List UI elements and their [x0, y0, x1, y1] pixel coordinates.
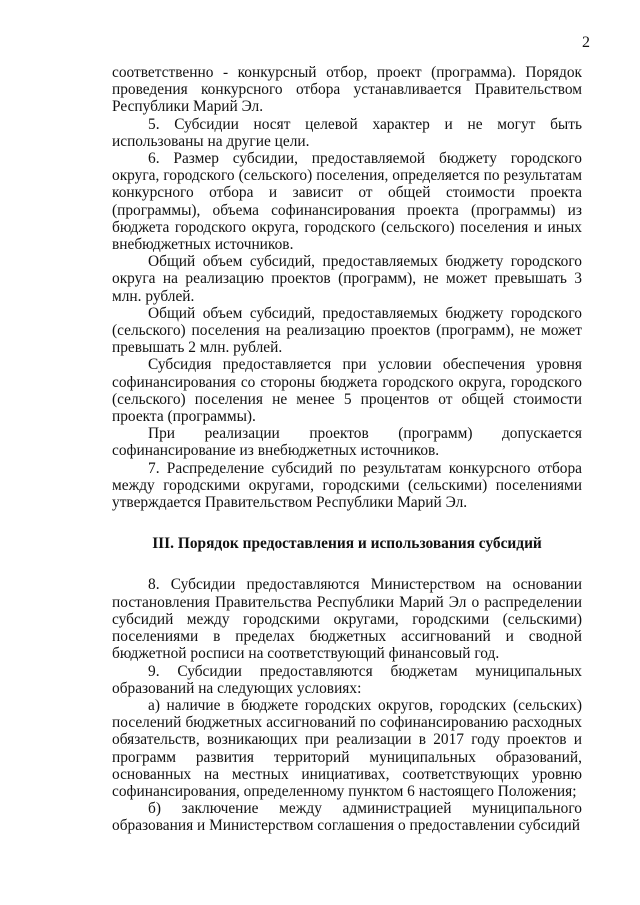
paragraph: 5. Субсидии носят целевой характер и не могут быть использованы на другие цели. [112, 115, 582, 150]
paragraph: Общий объем субсидий, предоставляемых бюджету городского (сельского) поселения на реализацию проектов (программ), не может превышать 2 млн. рублей. [112, 304, 582, 357]
paragraph: 7. Распределение субсидий по результатам конкурсного отбора между городскими округами, городскими (сельскими) поселениями утверждается Правительством Республики Марий Эл. [112, 459, 582, 512]
paragraph: Субсидия предоставляется при условии обеспечения уровня софинансирования со стороны бюджета городского округа, городского (сельского) поселения не менее 5 процентов от общей стоимости проекта (программы). [112, 356, 582, 426]
paragraph: 6. Размер субсидии, предоставляемой бюджету городского округа, городского (сельского) поселения, определяется по результатам конкурсного отбора и зависит от общей стоимости проекта (программы), объема софинансирования проекта (программы) из бюджета городского округа, городского (сельского) поселения и иных внебюджетных источников. [112, 150, 582, 254]
paragraph: соответственно - конкурсный отбор, проект (программа). Порядок проведения конкурсного отбора устанавливается Правительством Республики Марий Эл. [112, 64, 582, 116]
paragraph: а) наличие в бюджете городских округов, городских (сельских) поселений бюджетных ассигнований по софинансированию расходных обязательств, возникающих при реализации в 2017 году проектов и программ развития территорий муниципальных образований, основанных на местных инициативах, соответствующих уровню софинансирования, определенному пунктом 6 настоящего Положения; [112, 696, 582, 800]
document-body [112, 64, 582, 835]
paragraph: 9. Субсидии предоставляются бюджетам муниципальных образований на следующих условиях: [112, 662, 582, 697]
paragraph: 8. Субсидии предоставляются Министерством на основании постановления Правительства Республики Марий Эл о распределении субсидий между городскими округами, городскими (сельскими) поселениями в пределах бюджетных ассигнований и сводной бюджетной росписи на соответствующий финансовый год. [112, 576, 582, 663]
paragraph: При реализации проектов (программ) допускается софинансирование из внебюджетных источников. [112, 425, 582, 460]
page-number: 2 [582, 34, 590, 51]
section-heading: III. Порядок предоставления и использования субсидий [152, 535, 542, 553]
paragraph: Общий объем субсидий, предоставляемых бюджету городского округа на реализацию проектов (программ), не может превышать 3 млн. рублей. [112, 253, 582, 305]
paragraph: б) заключение между администрацией муниципального образования и Министерством соглашения о предоставлении субсидий [112, 800, 582, 835]
